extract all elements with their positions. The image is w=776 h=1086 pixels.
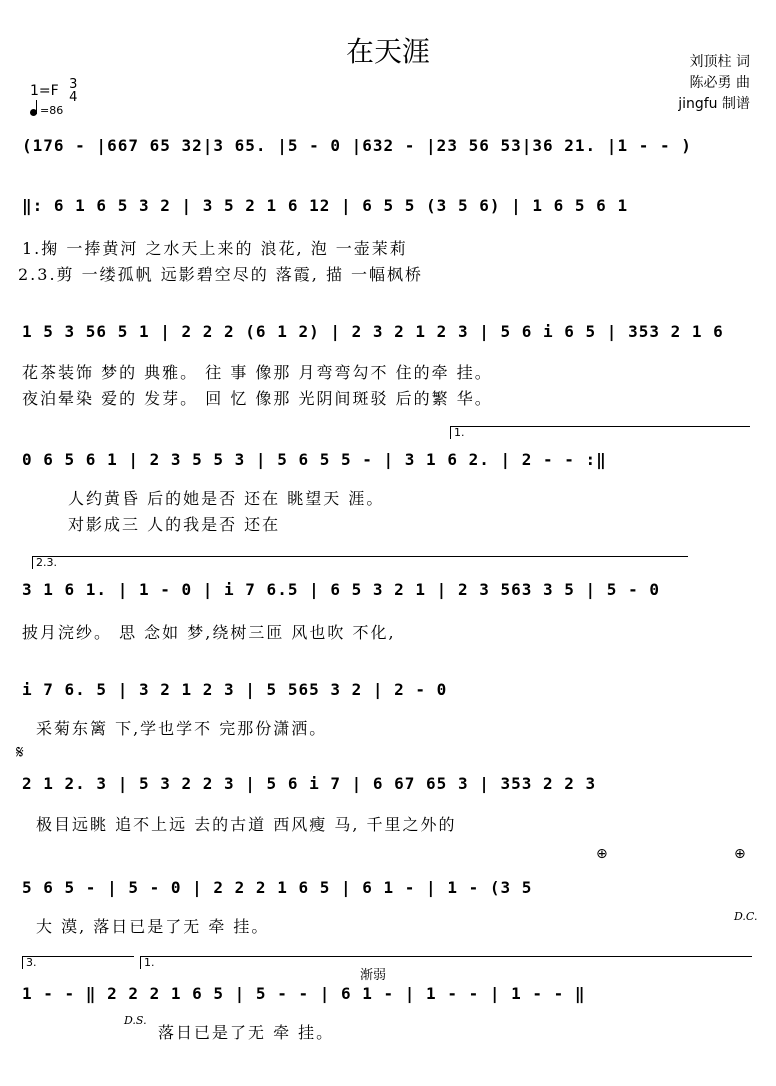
- lyric-verse23-a: 2.3.剪 一缕孤帆 远影碧空尽的 落霞, 描 一幅枫桥: [18, 265, 424, 284]
- lyric-line-7: 极目远眺 追不上远 去的古道 西风瘦 马, 千里之外的: [36, 815, 457, 834]
- page-title: 在天涯: [345, 35, 430, 68]
- score-row-4: [22, 450, 754, 486]
- volta-second-third-ending: 2.3.: [32, 556, 688, 569]
- score-row-1: [22, 136, 754, 172]
- coda-icon-end: ⊕: [734, 846, 746, 862]
- tempo-text: =86: [40, 104, 64, 117]
- arranger: jingfu 制谱: [678, 96, 750, 112]
- lyric-verse1-c: 人约黄昏 后的她是否 还在 眺望天 涯。: [68, 489, 385, 508]
- notes: (176 - |667 65 32|3 65. |5 - 0 |632 - |23 56 53|36 21. |1 - - ): [22, 136, 692, 155]
- diminuendo-marking: 渐弱: [360, 968, 387, 983]
- notes: 2 1 2. 3 | 5 3 2 2 3 | 5 6 i 7 | 6 67 65 3 | 353 2 2 3: [22, 774, 597, 793]
- score-row-7: [22, 774, 754, 810]
- score-row-3: [22, 322, 754, 358]
- notes: 1 - - ‖ 2 2 2 1 6 5 | 5 - - | 6 1 - | 1 - - | 1 - - ‖: [22, 984, 586, 1003]
- key-signature: [30, 78, 77, 104]
- notes: 3 1 6 1. | 1 - 0 | i 7 6.5 | 6 5 3 2 1 | 2 3 563 3 5 | 5 - 0: [22, 580, 660, 599]
- score-row-2: [22, 196, 754, 232]
- volta-first-ending: 1.: [450, 426, 750, 439]
- lyric-line-9: 落日已是了无 牵 挂。: [158, 1023, 335, 1042]
- lyric-verse1-a: 1.掬 一捧黄河 之水天上来的 浪花, 泡 一壶茉莉: [22, 239, 408, 258]
- time-signature: [69, 78, 77, 104]
- score-row-5: [22, 580, 754, 616]
- notes: 1 5 3 56 5 1 | 2 2 2 (6 1 2) | 2 3 2 1 2 3 | 5 6 i 6 5 | 353 2 1 6: [22, 322, 724, 341]
- lyric-verse1-b: 花茶装饰 梦的 典雅。 往 事 像那 月弯弯勾不 住的牵 挂。: [22, 363, 493, 382]
- score-row-8: [22, 878, 754, 914]
- lyric-verse23-c: 对影成三 人的我是否 还在: [68, 515, 281, 534]
- credits: [678, 52, 750, 115]
- volta-third-ending: 3.: [22, 956, 134, 969]
- dc-marking: D.C.: [734, 910, 758, 923]
- notes: 0 6 5 6 1 | 2 3 5 5 3 | 5 6 5 5 - | 3 1 6 2. | 2 - - :‖: [22, 450, 607, 469]
- segno-icon: 𝄋: [16, 742, 24, 763]
- ds-marking: D.S.: [124, 1014, 147, 1027]
- time-top: 3: [69, 77, 78, 92]
- lyric-line-8: 大 漠, 落日已是了无 牵 挂。: [36, 917, 270, 936]
- time-bottom: 4: [69, 90, 78, 105]
- lyric-verse23-b: 夜泊晕染 爱的 发芽。 回 忆 像那 光阴间斑驳 后的繁 华。: [22, 389, 493, 408]
- quarter-note-icon: [30, 109, 37, 116]
- lyric-line-6: 采菊东篱 下,学也学不 完那份潇洒。: [36, 719, 328, 738]
- coda-icon: ⊕: [596, 846, 608, 862]
- key-text: 1=F: [30, 83, 59, 99]
- notes: 5 6 5 - | 5 - 0 | 2 2 2 1 6 5 | 6 1 - | 1 - (3 5: [22, 878, 533, 897]
- lyricist: 刘顶柱 词: [689, 54, 750, 70]
- volta-first-ending-coda: 1.: [140, 956, 752, 969]
- notes: ‖: 6 1 6 5 3 2 | 3 5 2 1 6 12 | 6 5 5 (3 5 6) | 1 6 5 6 1: [22, 196, 629, 215]
- lyric-line-5: 披月浣纱。 思 念如 梦,绕树三匝 风也吹 不化,: [22, 623, 396, 642]
- tempo-marking: [30, 104, 63, 117]
- composer: 陈必勇 曲: [689, 75, 750, 91]
- score-row-6: [22, 680, 754, 716]
- notes: i 7 6. 5 | 3 2 1 2 3 | 5 565 3 2 | 2 - 0: [22, 680, 448, 699]
